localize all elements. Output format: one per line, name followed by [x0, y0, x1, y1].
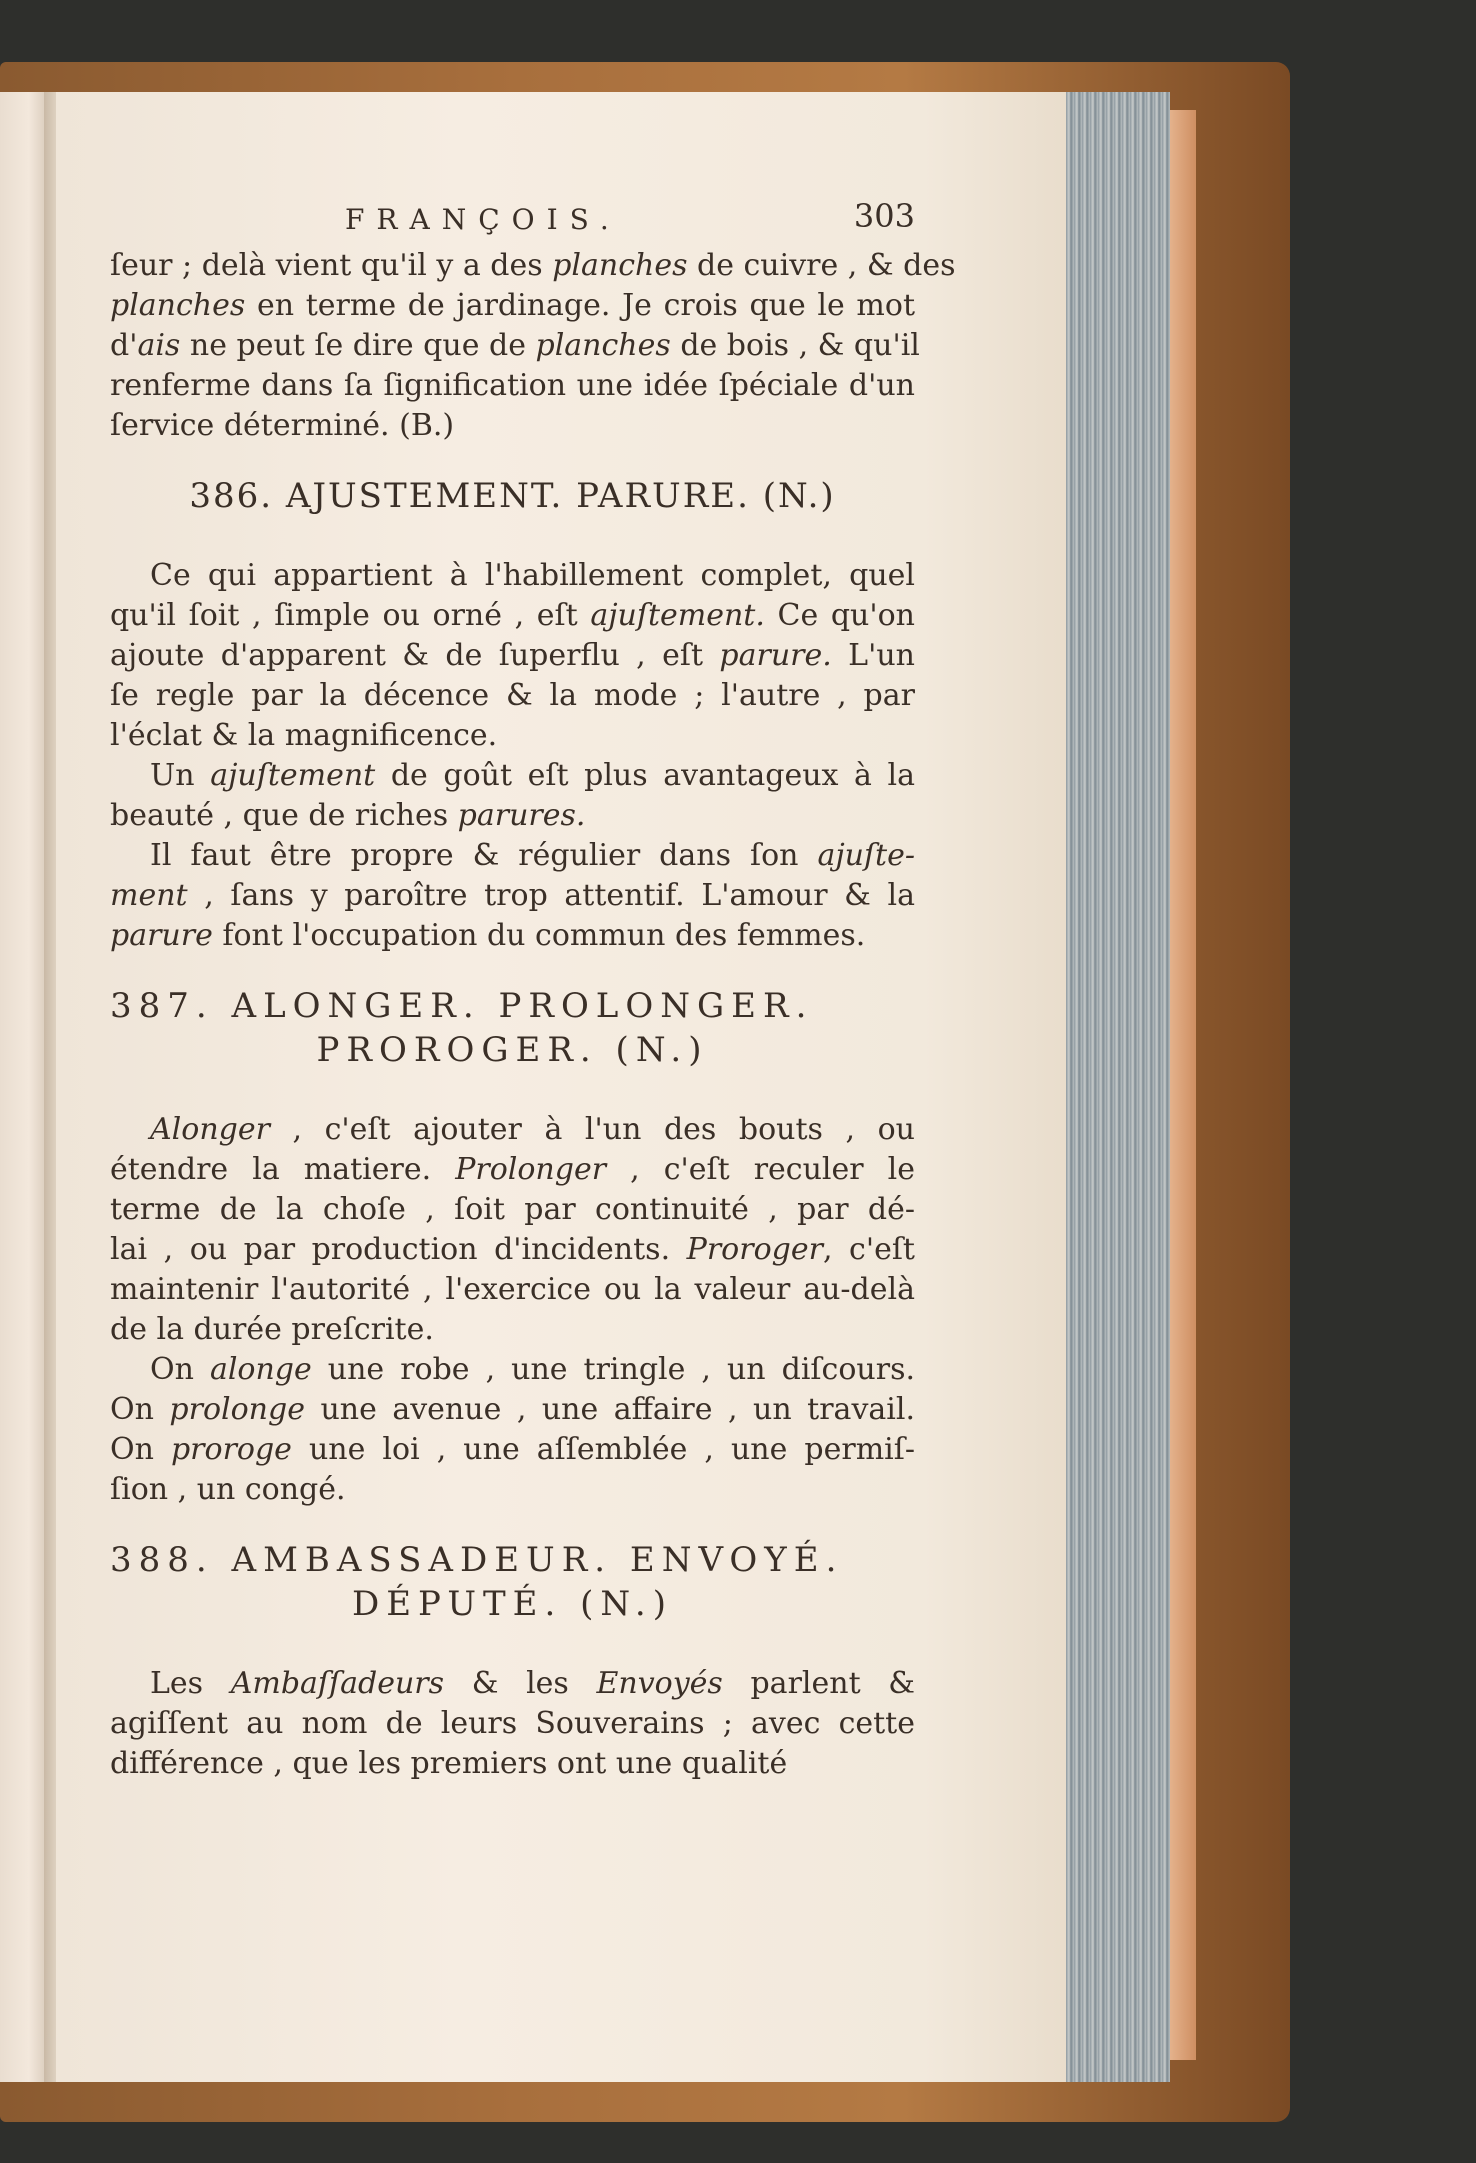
text-run: ne peut ſe dire que de — [180, 328, 536, 363]
text-line — [110, 1704, 915, 1744]
running-head: FRANÇOIS. — [345, 203, 621, 236]
text-run: parlent & — [722, 1666, 915, 1701]
text-line — [110, 1470, 915, 1510]
left-page-edge — [0, 92, 48, 2082]
text-run: de la durée preſcrite. — [110, 1312, 434, 1347]
text-run: maintenir l'autorité , l'exercice ou la valeur au-delà — [110, 1272, 915, 1307]
italic-term: Ambaſſadeurs — [230, 1666, 445, 1701]
italic-term: prolonge — [169, 1392, 305, 1427]
text-line — [110, 1664, 915, 1704]
text-line — [110, 676, 915, 716]
text-line — [110, 1150, 915, 1190]
paragraph — [110, 1110, 915, 1350]
italic-term: Alonger — [150, 1112, 270, 1147]
page-text — [110, 197, 956, 1784]
text-run: On — [150, 1352, 210, 1387]
text-run: font l'occupation du commun des femmes. — [212, 918, 866, 953]
entry-title-line: 387. ALONGER. PROLONGER. — [110, 986, 814, 1026]
text-run: ſion , un congé. — [110, 1472, 346, 1507]
entry-title-line: 386. AJUSTEMENT. PARURE. (N.) — [189, 476, 836, 516]
page-header — [110, 197, 915, 246]
text-run: , c'eſt ajouter à l'un des bouts , ou — [269, 1112, 915, 1147]
text-line — [110, 366, 915, 406]
entry-title-line: PROROGER. (N.) — [316, 1030, 709, 1070]
text-run: Il faut être propre & régulier dans ſon — [150, 838, 818, 873]
text-run: , c'eſt — [822, 1232, 915, 1267]
synonym-entry — [110, 984, 915, 1510]
italic-term: Proroger — [686, 1232, 823, 1267]
text-run: étendre la matiere. — [110, 1152, 456, 1187]
page-number: 303 — [853, 197, 915, 235]
text-run: ſeur ; delà vient qu'il y a des — [110, 248, 553, 283]
text-run: beauté , que de riches — [110, 798, 458, 833]
text-line — [110, 286, 915, 326]
text-run: qu'il ſoit , ſimple ou orné , eſt — [110, 598, 591, 633]
text-line — [110, 1310, 915, 1350]
text-run: une avenue , une affaire , un travail. — [304, 1392, 916, 1427]
text-line — [110, 796, 915, 836]
italic-term: alonge — [209, 1352, 312, 1387]
italic-term: Envoyés — [596, 1666, 723, 1701]
text-line — [110, 1270, 915, 1310]
italic-term: parure — [110, 918, 213, 953]
text-run: , ſans y paroître trop attentif. L'amour & la — [187, 878, 915, 913]
synonym-entry — [110, 1538, 915, 1784]
text-line — [110, 1744, 915, 1784]
text-run: Les — [150, 1666, 231, 1701]
text-run: Ce qu'on — [764, 598, 915, 633]
text-line — [110, 406, 915, 446]
text-line — [110, 1390, 915, 1430]
text-run: de goût eſt plus avantageux à la — [375, 758, 915, 793]
entry-title-line: DÉPUTÉ. (N.) — [351, 1584, 674, 1624]
entry-title — [110, 474, 915, 518]
italic-term: Prolonger — [455, 1152, 607, 1187]
text-line — [110, 1190, 915, 1230]
paragraph — [110, 1350, 915, 1510]
text-run: agiſſent au nom de leurs Souverains ; avec cette — [110, 1706, 915, 1741]
text-run: une loi , une aſſemblée , une permiſ- — [291, 1432, 916, 1467]
text-run: terme de la choſe , ſoit par continuité , par dé- — [110, 1192, 915, 1227]
text-line — [110, 326, 920, 366]
entry-title — [110, 984, 915, 1072]
italic-term: ajuſtement — [210, 758, 376, 793]
text-run: différence , que les premiers ont une qualité — [110, 1746, 788, 1781]
text-run: ſervice déterminé. (B.) — [110, 408, 455, 443]
synonym-entry — [110, 474, 915, 956]
paragraph — [110, 1664, 915, 1784]
italic-term: planches — [552, 248, 688, 283]
text-run: renferme dans ſa ſignification une idée ſpéciale d'un — [110, 368, 915, 403]
text-line — [110, 596, 915, 636]
text-line — [110, 246, 956, 286]
text-run: , c'eſt reculer le — [606, 1152, 916, 1187]
italic-term: ment — [110, 878, 188, 913]
text-line — [110, 1230, 915, 1270]
italic-term: proroge — [170, 1432, 292, 1467]
text-line — [110, 1430, 915, 1470]
text-line — [110, 716, 915, 756]
page-edges — [1066, 92, 1170, 2082]
paragraph — [110, 756, 915, 836]
paragraph — [110, 246, 956, 446]
italic-term: ais — [137, 328, 181, 363]
entry-title — [110, 1538, 915, 1626]
entries — [110, 474, 915, 1784]
text-line — [110, 916, 915, 956]
intro-paragraph — [110, 246, 956, 446]
italic-term: parures. — [457, 798, 586, 833]
text-run: L'un — [831, 638, 915, 673]
text-run: d' — [110, 328, 138, 363]
text-run: ſe regle par la décence & la mode ; l'autre , par — [110, 678, 915, 713]
text-run: Ce qui appartient à l'habillement complet, quel — [150, 558, 915, 593]
text-line — [110, 1350, 915, 1390]
text-run: l'éclat & la magnificence. — [110, 718, 498, 753]
text-run: en terme de jardinage. Je crois que le mot — [245, 288, 915, 323]
text-run: On — [110, 1432, 171, 1467]
text-run: On — [110, 1392, 170, 1427]
text-run: Un — [150, 758, 211, 793]
text-line — [110, 556, 915, 596]
text-line — [110, 876, 915, 916]
italic-term: ajuſte- — [817, 838, 915, 873]
italic-term: parure. — [719, 638, 832, 673]
text-run: de bois , & qu'il — [670, 328, 920, 363]
text-run: ajoute d'apparent & de ſuperflu , eſt — [110, 638, 720, 673]
italic-term: planches — [535, 328, 671, 363]
text-line — [110, 756, 915, 796]
text-line — [110, 1110, 915, 1150]
italic-term: ajuſtement. — [590, 598, 765, 633]
entry-title-line: 388. AMBASSADEUR. ENVOYÉ. — [110, 1540, 844, 1580]
text-run: de cuivre , & des — [687, 248, 956, 283]
text-run: une robe , une tringle , un diſcours. — [311, 1352, 915, 1387]
italic-term: planches — [110, 288, 246, 323]
page-edges-outer — [1170, 110, 1196, 2060]
text-line — [110, 836, 915, 876]
paragraph — [110, 836, 915, 956]
text-run: & les — [444, 1666, 597, 1701]
paragraph — [110, 556, 915, 756]
text-run: lai , ou par production d'incidents. — [110, 1232, 687, 1267]
text-line — [110, 636, 915, 676]
